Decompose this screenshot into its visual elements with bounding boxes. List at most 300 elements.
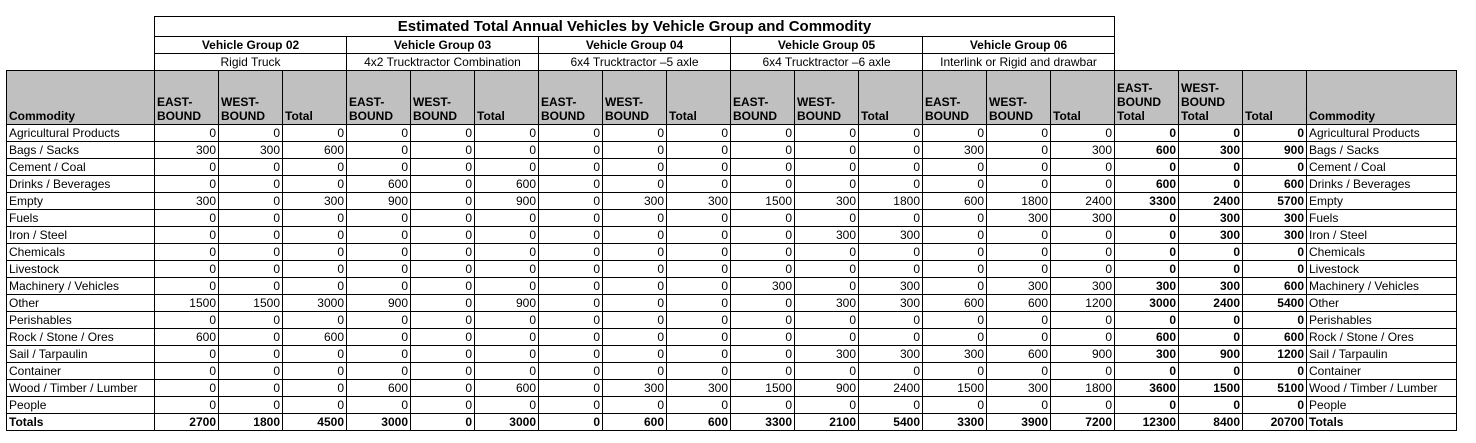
cell-value: 0 <box>155 176 219 193</box>
cell-value: 0 <box>1051 363 1115 380</box>
group-desc-3: 6x4 Trucktractor –6 axle <box>731 54 923 71</box>
table-row <box>7 176 1457 193</box>
cell-value: 600 <box>155 329 219 346</box>
cell-value: 0 <box>1179 244 1243 261</box>
cell-value: 0 <box>475 261 539 278</box>
row-label-right: Iron / Steel <box>1307 227 1457 244</box>
cell-value: 0 <box>987 312 1051 329</box>
cell-value: 0 <box>539 329 603 346</box>
totals-row <box>7 414 1457 431</box>
cell-value: 600 <box>347 176 411 193</box>
cell-value: 0 <box>475 278 539 295</box>
cell-value: 0 <box>1115 363 1179 380</box>
cell-value: 0 <box>283 380 347 397</box>
cell-value: 0 <box>667 278 731 295</box>
cell-value: 0 <box>731 159 795 176</box>
cell-value: 900 <box>1179 346 1243 363</box>
cell-value: 0 <box>603 159 667 176</box>
cell-value: 0 <box>283 397 347 414</box>
cell-value: 900 <box>347 295 411 312</box>
cell-value: 600 <box>667 414 731 431</box>
cell-value: 0 <box>603 397 667 414</box>
row-label: Perishables <box>7 312 155 329</box>
cell-value: 0 <box>411 176 475 193</box>
cell-value: 0 <box>923 329 987 346</box>
cell-value: 0 <box>1051 329 1115 346</box>
cell-value: 0 <box>475 142 539 159</box>
cell-value: 0 <box>411 346 475 363</box>
cell-value: 0 <box>411 414 475 431</box>
cell-value: 300 <box>283 193 347 210</box>
cell-value: 0 <box>411 244 475 261</box>
table-row <box>7 159 1457 176</box>
cell-value: 300 <box>731 278 795 295</box>
row-label: Container <box>7 363 155 380</box>
cell-value: 0 <box>795 176 859 193</box>
cell-value: 300 <box>795 193 859 210</box>
cell-value: 0 <box>219 193 283 210</box>
cell-value: 0 <box>347 363 411 380</box>
cell-value: 1800 <box>859 193 923 210</box>
cell-value: 0 <box>987 159 1051 176</box>
cell-value: 0 <box>283 312 347 329</box>
table-row <box>7 261 1457 278</box>
cell-value: 600 <box>603 414 667 431</box>
cell-value: 0 <box>155 227 219 244</box>
cell-value: 0 <box>155 312 219 329</box>
table-row <box>7 397 1457 414</box>
row-label: Drinks / Beverages <box>7 176 155 193</box>
cell-value: 0 <box>1179 363 1243 380</box>
header-east-group-1: EAST-BOUND <box>347 71 411 125</box>
cell-value: 0 <box>731 227 795 244</box>
row-label-right: Bags / Sacks <box>1307 142 1457 159</box>
cell-value: 0 <box>1115 261 1179 278</box>
cell-value: 300 <box>1179 210 1243 227</box>
cell-value: 1500 <box>731 193 795 210</box>
cell-value: 0 <box>859 261 923 278</box>
cell-value: 0 <box>987 142 1051 159</box>
cell-value: 0 <box>539 142 603 159</box>
cell-value: 0 <box>155 210 219 227</box>
cell-value: 0 <box>1243 363 1307 380</box>
cell-value: 0 <box>1051 176 1115 193</box>
cell-value: 0 <box>539 346 603 363</box>
header-west-group-0: WEST-BOUND <box>219 71 283 125</box>
cell-value: 0 <box>731 142 795 159</box>
header-east-group-3: EAST-BOUND <box>731 71 795 125</box>
cell-value: 3000 <box>475 414 539 431</box>
cell-value: 0 <box>1243 261 1307 278</box>
cell-value: 0 <box>603 227 667 244</box>
cell-value: 2400 <box>859 380 923 397</box>
cell-value: 0 <box>1051 227 1115 244</box>
cell-value: 0 <box>603 176 667 193</box>
cell-value: 0 <box>347 329 411 346</box>
cell-value: 300 <box>795 346 859 363</box>
cell-value: 300 <box>667 193 731 210</box>
cell-value: 300 <box>795 295 859 312</box>
cell-value: 0 <box>603 363 667 380</box>
cell-value: 0 <box>475 244 539 261</box>
row-label: Other <box>7 295 155 312</box>
header-total-group-1: Total <box>475 71 539 125</box>
cell-value: 0 <box>795 278 859 295</box>
cell-value: 0 <box>667 176 731 193</box>
header-grand-total: Total <box>1243 71 1307 125</box>
cell-value: 5700 <box>1243 193 1307 210</box>
cell-value: 1800 <box>1051 380 1115 397</box>
cell-value: 0 <box>539 295 603 312</box>
cell-value: 0 <box>411 159 475 176</box>
spreadsheet <box>6 16 1457 431</box>
cell-value: 900 <box>1051 346 1115 363</box>
cell-value: 0 <box>1115 227 1179 244</box>
cell-value: 0 <box>1051 125 1115 142</box>
row-label-right: Fuels <box>1307 210 1457 227</box>
row-label-right: Rock / Stone / Ores <box>1307 329 1457 346</box>
header-east-total: EAST-BOUND Total <box>1115 71 1179 125</box>
cell-value: 0 <box>219 159 283 176</box>
cell-value: 5400 <box>1243 295 1307 312</box>
row-label-right: Wood / Timber / Lumber <box>1307 380 1457 397</box>
cell-value: 0 <box>539 227 603 244</box>
table-row <box>7 380 1457 397</box>
cell-value: 5100 <box>1243 380 1307 397</box>
table-row <box>7 363 1457 380</box>
cell-value: 0 <box>667 397 731 414</box>
cell-value: 0 <box>1243 312 1307 329</box>
cell-value: 0 <box>539 193 603 210</box>
cell-value: 0 <box>539 312 603 329</box>
group-name-2: Vehicle Group 04 <box>539 37 731 54</box>
cell-value: 0 <box>539 363 603 380</box>
cell-value: 300 <box>1179 142 1243 159</box>
group-desc-4: Interlink or Rigid and drawbar <box>923 54 1115 71</box>
cell-value: 0 <box>475 125 539 142</box>
cell-value: 600 <box>1115 329 1179 346</box>
cell-value: 0 <box>859 397 923 414</box>
cell-value: 0 <box>283 261 347 278</box>
cell-value: 0 <box>795 312 859 329</box>
cell-value: 0 <box>539 397 603 414</box>
cell-value: 0 <box>795 329 859 346</box>
cell-value: 600 <box>923 193 987 210</box>
cell-value: 0 <box>603 312 667 329</box>
table-row <box>7 210 1457 227</box>
row-label-right: Other <box>1307 295 1457 312</box>
cell-value: 300 <box>859 227 923 244</box>
cell-value: 0 <box>603 278 667 295</box>
cell-value: 0 <box>411 295 475 312</box>
row-label: Sail / Tarpaulin <box>7 346 155 363</box>
cell-value: 600 <box>1243 176 1307 193</box>
cell-value: 600 <box>475 176 539 193</box>
group-name-row <box>7 37 1457 54</box>
cell-value: 0 <box>1115 397 1179 414</box>
row-label-right: Machinery / Vehicles <box>1307 278 1457 295</box>
cell-value: 0 <box>603 210 667 227</box>
cell-value: 0 <box>539 125 603 142</box>
cell-value: 2400 <box>1179 295 1243 312</box>
cell-value: 0 <box>859 125 923 142</box>
cell-value: 0 <box>731 363 795 380</box>
cell-value: 1500 <box>155 295 219 312</box>
cell-value: 1200 <box>1051 295 1115 312</box>
cell-value: 0 <box>987 329 1051 346</box>
cell-value: 0 <box>667 244 731 261</box>
cell-value: 0 <box>219 312 283 329</box>
cell-value: 300 <box>987 380 1051 397</box>
cell-value: 0 <box>859 363 923 380</box>
cell-value: 300 <box>1051 210 1115 227</box>
cell-value: 300 <box>987 210 1051 227</box>
cell-value: 0 <box>411 227 475 244</box>
cell-value: 0 <box>155 125 219 142</box>
cell-value: 0 <box>347 142 411 159</box>
cell-value: 600 <box>1243 278 1307 295</box>
group-desc-0: Rigid Truck <box>155 54 347 71</box>
cell-value: 0 <box>731 312 795 329</box>
cell-value: 0 <box>539 380 603 397</box>
row-label: Cement / Coal <box>7 159 155 176</box>
cell-value: 0 <box>155 380 219 397</box>
cell-value: 0 <box>731 397 795 414</box>
cell-value: 1800 <box>219 414 283 431</box>
header-west-total: WEST-BOUND Total <box>1179 71 1243 125</box>
cell-value: 1500 <box>219 295 283 312</box>
cell-value: 0 <box>411 125 475 142</box>
group-name-1: Vehicle Group 03 <box>347 37 539 54</box>
cell-value: 0 <box>795 142 859 159</box>
row-label: Wood / Timber / Lumber <box>7 380 155 397</box>
vehicle-commodity-table <box>6 16 1457 431</box>
cell-value: 0 <box>411 142 475 159</box>
cell-value: 0 <box>603 142 667 159</box>
cell-value: 2100 <box>795 414 859 431</box>
cell-value: 300 <box>1243 227 1307 244</box>
cell-value: 0 <box>1051 312 1115 329</box>
cell-value: 0 <box>283 363 347 380</box>
cell-value: 12300 <box>1115 414 1179 431</box>
cell-value: 0 <box>219 210 283 227</box>
cell-value: 0 <box>1243 397 1307 414</box>
cell-value: 8400 <box>1179 414 1243 431</box>
cell-value: 0 <box>1179 176 1243 193</box>
cell-value: 0 <box>347 159 411 176</box>
cell-value: 0 <box>603 261 667 278</box>
cell-value: 300 <box>603 193 667 210</box>
cell-value: 0 <box>347 278 411 295</box>
cell-value: 300 <box>219 142 283 159</box>
table-row <box>7 278 1457 295</box>
cell-value: 0 <box>1179 397 1243 414</box>
cell-value: 0 <box>923 397 987 414</box>
cell-value: 0 <box>795 363 859 380</box>
cell-value: 0 <box>667 227 731 244</box>
cell-value: 300 <box>923 142 987 159</box>
table-row <box>7 125 1457 142</box>
cell-value: 0 <box>1115 244 1179 261</box>
cell-value: 0 <box>219 227 283 244</box>
cell-value: 0 <box>155 346 219 363</box>
row-label: Iron / Steel <box>7 227 155 244</box>
row-label: Machinery / Vehicles <box>7 278 155 295</box>
cell-value: 0 <box>539 210 603 227</box>
cell-value: 0 <box>475 227 539 244</box>
cell-value: 0 <box>347 346 411 363</box>
row-label-right: Agricultural Products <box>1307 125 1457 142</box>
row-label: Totals <box>7 414 155 431</box>
cell-value: 0 <box>475 346 539 363</box>
cell-value: 0 <box>667 142 731 159</box>
cell-value: 900 <box>475 193 539 210</box>
cell-value: 900 <box>795 380 859 397</box>
cell-value: 0 <box>859 159 923 176</box>
cell-value: 0 <box>411 261 475 278</box>
column-header-row <box>7 71 1457 125</box>
cell-value: 600 <box>1243 329 1307 346</box>
cell-value: 0 <box>923 159 987 176</box>
cell-value: 0 <box>219 380 283 397</box>
cell-value: 0 <box>795 244 859 261</box>
table-row <box>7 329 1457 346</box>
header-commodity: Commodity <box>7 71 155 125</box>
cell-value: 3000 <box>347 414 411 431</box>
row-label: Bags / Sacks <box>7 142 155 159</box>
cell-value: 7200 <box>1051 414 1115 431</box>
cell-value: 0 <box>731 295 795 312</box>
cell-value: 1500 <box>731 380 795 397</box>
group-name-4: Vehicle Group 06 <box>923 37 1115 54</box>
cell-value: 0 <box>667 261 731 278</box>
cell-value: 0 <box>731 261 795 278</box>
cell-value: 0 <box>987 227 1051 244</box>
cell-value: 0 <box>1051 261 1115 278</box>
cell-value: 0 <box>475 312 539 329</box>
cell-value: 0 <box>219 329 283 346</box>
cell-value: 600 <box>347 380 411 397</box>
cell-value: 20700 <box>1243 414 1307 431</box>
cell-value: 0 <box>155 159 219 176</box>
group-desc-row <box>7 54 1457 71</box>
row-label-right: Empty <box>1307 193 1457 210</box>
cell-value: 0 <box>475 397 539 414</box>
cell-value: 0 <box>347 397 411 414</box>
cell-value: 0 <box>219 363 283 380</box>
cell-value: 300 <box>859 346 923 363</box>
cell-value: 300 <box>859 278 923 295</box>
cell-value: 600 <box>283 142 347 159</box>
cell-value: 0 <box>1179 329 1243 346</box>
cell-value: 300 <box>1179 227 1243 244</box>
cell-value: 0 <box>283 176 347 193</box>
cell-value: 0 <box>539 278 603 295</box>
cell-value: 0 <box>1179 125 1243 142</box>
row-label-right: Chemicals <box>1307 244 1457 261</box>
cell-value: 0 <box>475 159 539 176</box>
row-label: Fuels <box>7 210 155 227</box>
row-label-right: Sail / Tarpaulin <box>1307 346 1457 363</box>
cell-value: 300 <box>667 380 731 397</box>
cell-value: 0 <box>987 176 1051 193</box>
cell-value: 0 <box>283 244 347 261</box>
row-label-right: Cement / Coal <box>1307 159 1457 176</box>
cell-value: 0 <box>731 125 795 142</box>
table-row <box>7 244 1457 261</box>
cell-value: 0 <box>219 261 283 278</box>
row-label-right: Perishables <box>1307 312 1457 329</box>
cell-value: 0 <box>411 210 475 227</box>
cell-value: 1500 <box>1179 380 1243 397</box>
cell-value: 300 <box>1051 142 1115 159</box>
cell-value: 1800 <box>987 193 1051 210</box>
row-label-right: Drinks / Beverages <box>1307 176 1457 193</box>
group-name-0: Vehicle Group 02 <box>155 37 347 54</box>
cell-value: 0 <box>1115 125 1179 142</box>
cell-value: 0 <box>667 363 731 380</box>
cell-value: 0 <box>987 125 1051 142</box>
cell-value: 300 <box>987 278 1051 295</box>
group-desc-1: 4x2 Trucktractor Combination <box>347 54 539 71</box>
cell-value: 1200 <box>1243 346 1307 363</box>
cell-value: 0 <box>411 193 475 210</box>
cell-value: 0 <box>219 397 283 414</box>
cell-value: 0 <box>411 312 475 329</box>
group-desc-2: 6x4 Trucktractor –5 axle <box>539 54 731 71</box>
cell-value: 0 <box>155 278 219 295</box>
header-west-group-1: WEST-BOUND <box>411 71 475 125</box>
cell-value: 0 <box>859 210 923 227</box>
header-total-group-4: Total <box>1051 71 1115 125</box>
cell-value: 3300 <box>923 414 987 431</box>
cell-value: 0 <box>411 363 475 380</box>
header-total-group-0: Total <box>283 71 347 125</box>
header-east-group-0: EAST-BOUND <box>155 71 219 125</box>
cell-value: 0 <box>1179 261 1243 278</box>
cell-value: 0 <box>1179 159 1243 176</box>
cell-value: 0 <box>411 329 475 346</box>
cell-value: 600 <box>923 295 987 312</box>
row-label-right: Totals <box>1307 414 1457 431</box>
cell-value: 0 <box>283 159 347 176</box>
cell-value: 0 <box>347 312 411 329</box>
cell-value: 600 <box>283 329 347 346</box>
cell-value: 300 <box>1115 346 1179 363</box>
cell-value: 600 <box>987 346 1051 363</box>
cell-value: 0 <box>603 346 667 363</box>
group-name-3: Vehicle Group 05 <box>731 37 923 54</box>
cell-value: 300 <box>1179 278 1243 295</box>
cell-value: 3600 <box>1115 380 1179 397</box>
cell-value: 0 <box>1179 312 1243 329</box>
cell-value: 0 <box>1243 244 1307 261</box>
header-east-group-4: EAST-BOUND <box>923 71 987 125</box>
cell-value: 0 <box>603 125 667 142</box>
cell-value: 0 <box>1115 159 1179 176</box>
cell-value: 0 <box>795 261 859 278</box>
cell-value: 300 <box>155 142 219 159</box>
cell-value: 2400 <box>1179 193 1243 210</box>
cell-value: 0 <box>475 329 539 346</box>
cell-value: 0 <box>1115 312 1179 329</box>
cell-value: 0 <box>1051 244 1115 261</box>
cell-value: 0 <box>219 346 283 363</box>
cell-value: 0 <box>923 125 987 142</box>
cell-value: 0 <box>411 380 475 397</box>
cell-value: 900 <box>1243 142 1307 159</box>
row-label: Rock / Stone / Ores <box>7 329 155 346</box>
